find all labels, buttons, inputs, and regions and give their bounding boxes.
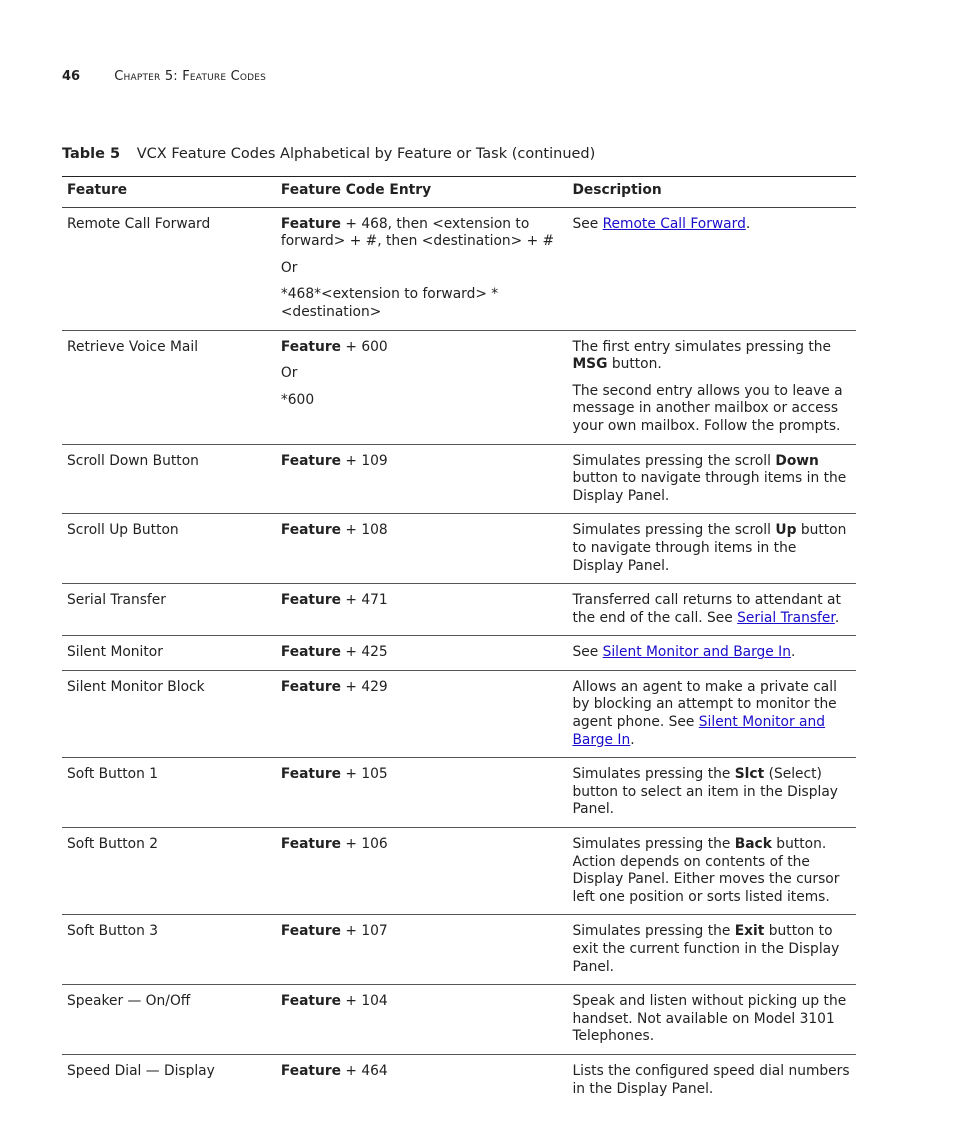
description-paragraph xyxy=(572,644,851,662)
table-row xyxy=(62,985,856,1055)
table-row xyxy=(62,636,856,671)
text-run: Speak and listen without picking up the handset. Not available on Model 3101 Telephones. xyxy=(572,993,847,1045)
table-caption-label: Table 5 xyxy=(62,146,121,162)
text-run: Simulates pressing the scroll xyxy=(572,452,776,469)
text-run: . xyxy=(791,644,796,661)
text-run: + 107 xyxy=(341,923,388,940)
entry-paragraph xyxy=(281,836,563,854)
feature-cell: Scroll Down Button xyxy=(62,444,276,514)
text-run: button to navigate through items in the Display Panel. xyxy=(572,470,847,504)
bold-term: Feature xyxy=(280,923,341,940)
description-cell xyxy=(567,670,856,757)
text-run: The second entry allows you to leave a message in another mailbox or access your own mailbox. Follow the prompts. xyxy=(572,382,843,434)
text-run: + 464 xyxy=(341,1062,388,1079)
text-run: Lists the configured speed dial numbers in the Display Panel. xyxy=(572,1062,850,1097)
entry-paragraph xyxy=(281,679,563,697)
table-row xyxy=(62,330,856,444)
feature-cell: Remote Call Forward xyxy=(62,207,276,330)
text-run: + 600 xyxy=(341,338,388,355)
description-paragraph xyxy=(572,216,851,234)
feature-code-entry-cell xyxy=(276,584,568,636)
description-paragraph xyxy=(572,522,851,575)
text-run: . xyxy=(630,731,635,748)
entry-paragraph xyxy=(281,392,563,410)
chapter-title: Chapter 5: Feature Codes xyxy=(114,69,267,84)
feature-code-entry-cell xyxy=(276,758,568,828)
description-paragraph xyxy=(572,339,851,374)
description-paragraph xyxy=(572,383,851,436)
bold-term: Feature xyxy=(280,993,341,1010)
description-paragraph xyxy=(572,923,851,976)
description-paragraph xyxy=(572,1063,851,1098)
table-row xyxy=(62,514,856,584)
feature-cell: Speaker — On/Off xyxy=(62,985,276,1055)
table-header-row xyxy=(62,177,856,208)
text-run: Simulates pressing the xyxy=(572,836,735,853)
entry-paragraph xyxy=(281,216,563,251)
bold-term: Feature xyxy=(280,592,341,609)
feature-cell: Silent Monitor Block xyxy=(62,670,276,757)
feature-code-entry-cell xyxy=(276,207,568,330)
text-run: button to exit the current function in the Display Panel. xyxy=(572,923,840,975)
description-cell xyxy=(567,915,856,985)
table-row xyxy=(62,915,856,985)
text-run: + 429 xyxy=(341,678,388,695)
cross-reference-link[interactable]: Silent Monitor and Barge In xyxy=(602,644,791,661)
description-cell xyxy=(567,584,856,636)
feature-cell: Serial Transfer xyxy=(62,584,276,636)
bold-term: Feature xyxy=(280,678,341,695)
column-header-feature-code-entry: Feature Code Entry xyxy=(276,177,568,208)
bold-term: Feature xyxy=(280,836,341,853)
table-row xyxy=(62,1054,856,1106)
text-run: button to navigate through items in the Display Panel. xyxy=(572,522,847,574)
text-run: Transferred call returns to attendant at the end of the call. See xyxy=(572,592,841,626)
column-header-feature: Feature xyxy=(62,177,276,208)
feature-cell: Silent Monitor xyxy=(62,636,276,671)
text-run: Simulates pressing the scroll xyxy=(572,522,776,539)
entry-paragraph xyxy=(281,286,563,321)
text-run: Or xyxy=(280,365,298,382)
description-cell xyxy=(567,828,856,915)
entry-paragraph xyxy=(281,766,563,784)
entry-paragraph xyxy=(281,365,563,383)
text-run: . xyxy=(745,215,751,232)
description-cell xyxy=(567,985,856,1055)
table-row xyxy=(62,584,856,636)
feature-code-entry-cell xyxy=(276,1054,568,1106)
feature-codes-table xyxy=(62,176,856,1106)
entry-paragraph xyxy=(281,993,563,1011)
bold-term: Up xyxy=(775,522,797,539)
table-row xyxy=(62,758,856,828)
bold-term: Back xyxy=(734,836,772,853)
bold-term: Feature xyxy=(280,215,341,232)
text-run: (Select) button to select an item in the Display Panel. xyxy=(572,766,838,818)
feature-code-entry-cell xyxy=(276,444,568,514)
description-cell xyxy=(567,330,856,444)
text-run: . xyxy=(834,609,840,626)
description-paragraph xyxy=(572,592,851,627)
text-run: Simulates pressing the xyxy=(572,923,735,940)
description-cell xyxy=(567,636,856,671)
description-cell xyxy=(567,444,856,514)
feature-code-entry-cell xyxy=(276,985,568,1055)
feature-code-entry-cell xyxy=(276,915,568,985)
description-cell xyxy=(567,1054,856,1106)
text-run: Or xyxy=(280,259,298,276)
text-run: The first entry simulates pressing the xyxy=(572,338,832,355)
bold-term: Feature xyxy=(280,766,341,783)
feature-code-entry-cell xyxy=(276,330,568,444)
description-paragraph xyxy=(572,993,851,1046)
table-row xyxy=(62,444,856,514)
feature-code-entry-cell xyxy=(276,514,568,584)
entry-paragraph xyxy=(281,453,563,471)
text-run: Allows an agent to make a private call by blocking an attempt to monitor the agent phone. See xyxy=(572,678,837,731)
bold-term: Feature xyxy=(280,1062,341,1079)
feature-cell: Speed Dial — Display xyxy=(67,1062,215,1079)
cross-reference-link[interactable]: Serial Transfer xyxy=(737,609,835,626)
description-cell xyxy=(567,758,856,828)
entry-paragraph xyxy=(281,260,563,278)
bold-term: Slct xyxy=(734,766,765,783)
description-paragraph xyxy=(572,766,851,819)
feature-cell: Soft Button 2 xyxy=(62,828,276,915)
table-caption-text: VCX Feature Codes Alphabetical by Feature or Task (continued) xyxy=(136,146,596,162)
table-body xyxy=(62,207,856,1106)
feature-cell: Soft Button 1 xyxy=(62,758,276,828)
bold-term: MSG xyxy=(572,356,608,373)
text-run: + 468, then <extension to forward> + #, then <destination> + # xyxy=(280,215,555,250)
feature-code-entry-cell xyxy=(276,670,568,757)
description-paragraph xyxy=(572,453,851,506)
text-run: button. xyxy=(607,356,662,373)
text-run: *468*<extension to forward> *<destination> xyxy=(280,286,499,320)
entry-paragraph xyxy=(281,339,563,357)
column-header-description: Description xyxy=(567,177,856,208)
bold-term: Down xyxy=(775,452,819,469)
table-row xyxy=(62,828,856,915)
text-run: See xyxy=(572,215,603,232)
feature-cell: Retrieve Voice Mail xyxy=(62,330,276,444)
text-run: + 109 xyxy=(341,452,388,469)
feature-code-entry-cell xyxy=(276,636,568,671)
entry-paragraph xyxy=(281,644,563,662)
feature-cell: Scroll Up Button xyxy=(62,514,276,584)
bold-term: Exit xyxy=(734,923,765,940)
text-run: + 108 xyxy=(341,522,388,539)
page-number: 46 xyxy=(62,69,81,84)
table-row xyxy=(62,670,856,757)
text-run: *600 xyxy=(280,391,315,408)
table-caption xyxy=(62,146,595,162)
feature-code-entry-cell xyxy=(276,828,568,915)
cross-reference-link[interactable]: Remote Call Forward xyxy=(602,215,746,232)
description-cell xyxy=(567,514,856,584)
bold-term: Feature xyxy=(280,338,341,355)
description-cell xyxy=(567,207,856,330)
text-run: button. Action depends on contents of the Display Panel. Either moves the cursor left one position or sorts listed items. xyxy=(572,836,840,905)
bold-term: Feature xyxy=(280,522,341,539)
text-run: + 104 xyxy=(341,993,388,1010)
description-paragraph xyxy=(572,836,851,906)
cross-reference-link[interactable]: Silent Monitor and Barge In xyxy=(572,714,826,748)
running-head xyxy=(62,69,266,84)
text-run: + 471 xyxy=(341,592,388,609)
entry-paragraph xyxy=(281,1063,563,1081)
bold-term: Feature xyxy=(280,644,341,661)
entry-paragraph xyxy=(281,923,563,941)
text-run: + 105 xyxy=(341,766,388,783)
text-run: + 425 xyxy=(341,644,388,661)
table-row xyxy=(62,207,856,330)
entry-paragraph xyxy=(281,592,563,610)
bold-term: Feature xyxy=(280,452,341,469)
entry-paragraph xyxy=(281,522,563,540)
text-run: See xyxy=(572,644,603,661)
description-paragraph xyxy=(572,679,851,749)
feature-cell: Soft Button 3 xyxy=(62,915,276,985)
text-run: Simulates pressing the xyxy=(572,766,735,783)
text-run: + 106 xyxy=(341,836,388,853)
